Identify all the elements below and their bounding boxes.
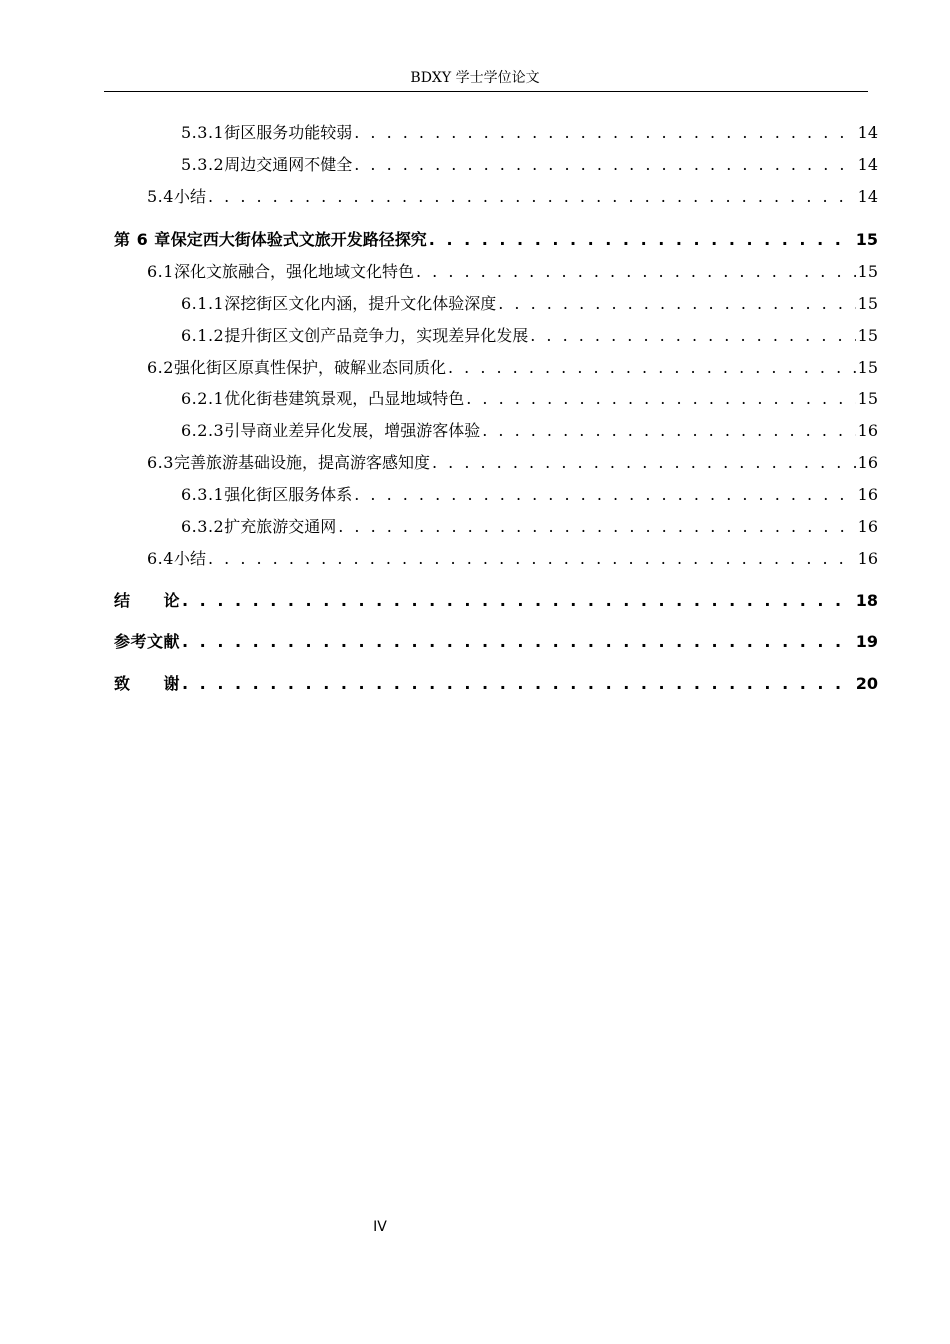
- toc-dot-leader: [429, 229, 854, 251]
- toc-entry-number: 6.1.2: [181, 326, 225, 345]
- toc-page-number: 15: [857, 358, 878, 377]
- toc-page-number: 15: [857, 389, 878, 408]
- toc-entry-6-1[interactable]: [0, 261, 878, 283]
- toc-entry-number: 6.3.2: [181, 517, 225, 536]
- toc-page-number: 16: [857, 421, 878, 440]
- toc-page-number: 16: [857, 485, 878, 504]
- toc-page-number: 15: [857, 326, 878, 345]
- toc-entry-number: 6.3.1: [181, 485, 225, 504]
- toc-page-number: 15: [857, 262, 878, 281]
- toc-entry-number: 6.2.1: [181, 389, 225, 408]
- toc-entry-number: 5.3.2: [181, 155, 225, 174]
- toc-entry-number: 5.4: [147, 187, 174, 206]
- toc-entry-6-2-3[interactable]: [0, 420, 878, 442]
- toc-page-number: 16: [857, 549, 878, 568]
- toc-entry-title: 街区服务功能较弱: [224, 123, 353, 142]
- toc-dot-leader: [416, 261, 856, 283]
- toc-dot-leader: [182, 673, 854, 695]
- toc-entry-title: 深挖街区文化内涵，提升文化体验深度: [224, 294, 497, 313]
- toc-entry-6-4[interactable]: [0, 548, 878, 570]
- toc-dot-leader: [466, 388, 855, 410]
- toc-entry-6-3-1[interactable]: [0, 484, 878, 506]
- toc-entry-number: 6.1: [147, 262, 174, 281]
- toc-dot-leader: [354, 484, 855, 506]
- toc-entry-6-2-1[interactable]: [0, 388, 878, 410]
- toc-entry-5-3-1[interactable]: [0, 122, 878, 144]
- toc-entry-title: 强化街区原真性保护，破解业态同质化: [173, 358, 446, 377]
- toc-dot-leader: [338, 516, 855, 538]
- toc-entry-heading: 致 谢: [114, 674, 181, 693]
- toc-page-number: 20: [855, 674, 878, 693]
- toc-entry-heading: 结 论: [114, 591, 181, 610]
- toc-dot-leader: [530, 325, 855, 347]
- toc-entry-title: 引导商业差异化发展，增强游客体验: [224, 421, 481, 440]
- toc-entry-number: 6.2.3: [181, 421, 225, 440]
- toc-entry-title: 强化街区服务体系: [224, 485, 353, 504]
- toc-entry-title: 优化街巷建筑景观，凸显地域特色: [224, 389, 465, 408]
- toc-entry-acknowledgements[interactable]: [0, 673, 878, 695]
- toc-entry-title: 保定西大街体验式文旅开发路径探究: [170, 230, 427, 249]
- toc-page-number: 16: [857, 517, 878, 536]
- toc-entry-number: 6.3: [147, 453, 174, 472]
- page-number-footer: IV: [373, 1219, 387, 1235]
- toc-dot-leader: [354, 154, 855, 176]
- toc-entry-6-2[interactable]: [0, 357, 878, 379]
- toc-dot-leader: [448, 357, 856, 379]
- toc-page-number: 14: [857, 123, 878, 142]
- toc-entry-5-3-2[interactable]: [0, 154, 878, 176]
- toc-entry-title: 小结: [173, 549, 206, 568]
- toc-entry-references[interactable]: [0, 631, 878, 653]
- toc-dot-leader: [354, 122, 855, 144]
- toc-dot-leader: [208, 548, 856, 570]
- toc-entry-6-1-1[interactable]: [0, 293, 878, 315]
- toc-entry-title: 小结: [173, 187, 206, 206]
- toc-dot-leader: [432, 452, 856, 474]
- header-divider: [104, 91, 868, 92]
- toc-entry-6-1-2[interactable]: [0, 325, 878, 347]
- toc-page-number: 15: [855, 230, 878, 249]
- toc-entry-number: 6.1.1: [181, 294, 225, 313]
- toc-entry-chapter-6[interactable]: [0, 229, 878, 251]
- toc-page-number: 14: [857, 187, 878, 206]
- toc-entry-6-3[interactable]: [0, 452, 878, 474]
- toc-dot-leader: [482, 420, 855, 442]
- toc-entry-title: 深化文旅融合，强化地域文化特色: [173, 262, 414, 281]
- toc-entry-title: 周边交通网不健全: [224, 155, 353, 174]
- toc-page-number: 18: [855, 591, 878, 610]
- toc-entry-number: 第 6 章: [114, 230, 171, 249]
- toc-page-number: 19: [855, 632, 878, 651]
- toc-entry-title: 提升街区文创产品竞争力，实现差异化发展: [224, 326, 529, 345]
- toc-dot-leader: [498, 293, 855, 315]
- toc-entry-5-4[interactable]: [0, 186, 878, 208]
- toc-dot-leader: [208, 186, 856, 208]
- toc-page-number: 16: [857, 453, 878, 472]
- toc-entry-conclusion[interactable]: [0, 590, 878, 612]
- toc-page-number: 14: [857, 155, 878, 174]
- running-header: BDXY 学士学位论文: [410, 70, 540, 86]
- toc-dot-leader: [182, 631, 854, 653]
- toc-page-number: 15: [857, 294, 878, 313]
- toc-entry-heading: 参考文献: [114, 632, 181, 651]
- toc-entry-title: 扩充旅游交通网: [224, 517, 337, 536]
- toc-entry-number: 6.4: [147, 549, 174, 568]
- toc-entry-number: 5.3.1: [181, 123, 225, 142]
- toc-entry-6-3-2[interactable]: [0, 516, 878, 538]
- toc-dot-leader: [182, 590, 854, 612]
- toc-entry-number: 6.2: [147, 358, 174, 377]
- toc-entry-title: 完善旅游基础设施，提高游客感知度: [173, 453, 430, 472]
